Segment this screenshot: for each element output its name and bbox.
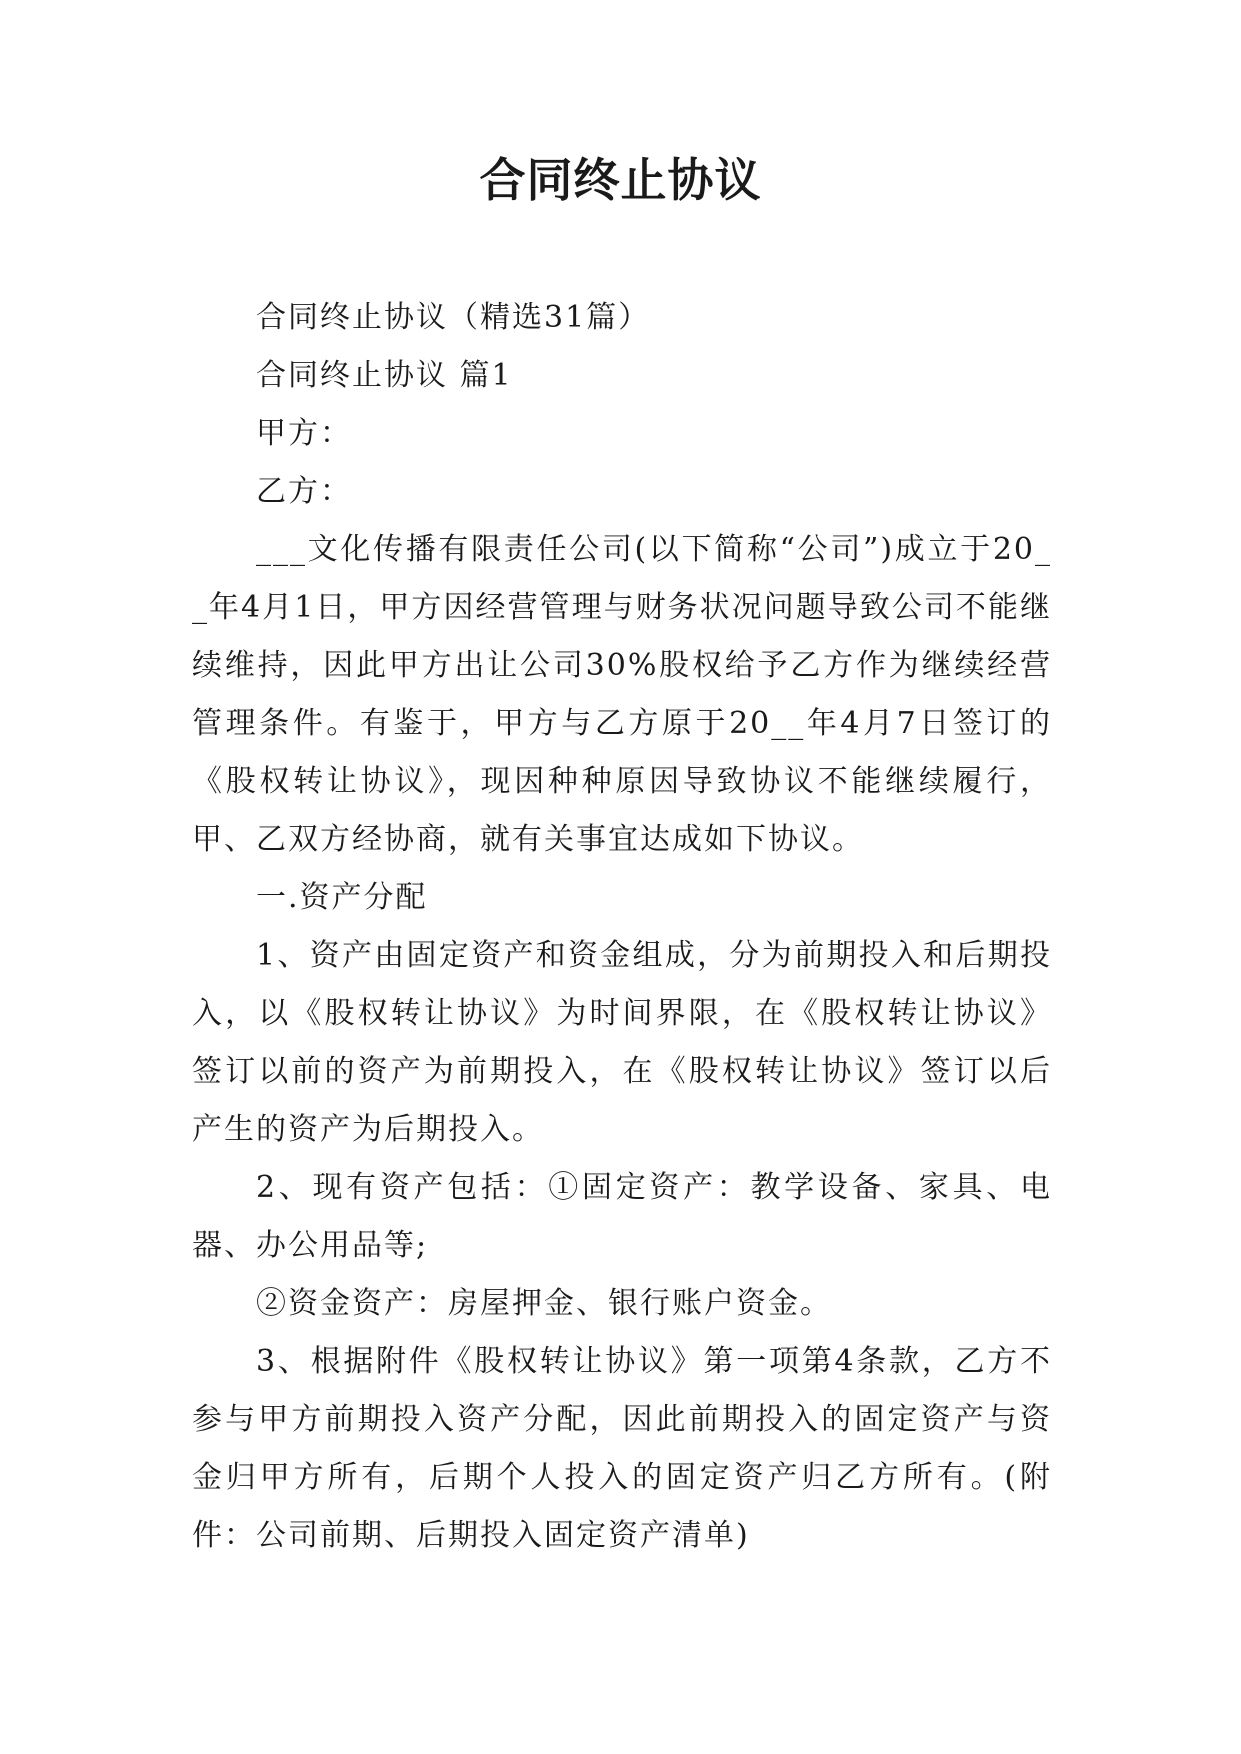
paragraph-subtitle: 合同终止协议（精选31篇） [256, 300, 651, 335]
paragraph-clause-2-cont: ②资金资产：房屋押金、银行账户资金。 [256, 1286, 832, 1321]
paragraph-clause-1: 1、资产由固定资产和资金组成，分为前期投入和后期投入，以《股权转让协议》为时间界限，在《股权转让协议》签订以前的资产为前期投入，在《股权转让协议》签订以后产生的资产为后期投入。 [192, 938, 1052, 1147]
paragraph-background: ___文化传播有限责任公司(以下简称“公司”)成立于20__年4月1日，甲方因经营管理与财务状况问题导致公司不能继续维持，因此甲方出让公司30%股权给予乙方作为继续经营管理条件。有鉴于，甲方与乙方原于20__年4月7日签订的《股权转让协议》，现因种种原因导致协议不能继续履行，甲、乙双方经协商，就有关事宜达成如下协议。 [192, 532, 1052, 857]
document-title: 合同终止协议 [479, 153, 762, 207]
paragraph-clause-heading: 一.资产分配 [256, 880, 428, 915]
paragraph-clause-3: 3、根据附件《股权转让协议》第一项第4条款，乙方不参与甲方前期投入资产分配，因此前期投入的固定资产与资金归甲方所有，后期个人投入的固定资产归乙方所有。(附件：公司前期、后期投入固定资产清单) [192, 1344, 1052, 1553]
paragraph-clause-2: 2、现有资产包括：①固定资产：教学设备、家具、电器、办公用品等; [192, 1170, 1052, 1263]
paragraph-party-a: 甲方： [256, 416, 352, 451]
document-body [192, 289, 1052, 1565]
paragraph-section-heading: 合同终止协议 篇1 [256, 358, 513, 393]
paragraph-party-b: 乙方： [256, 474, 352, 509]
